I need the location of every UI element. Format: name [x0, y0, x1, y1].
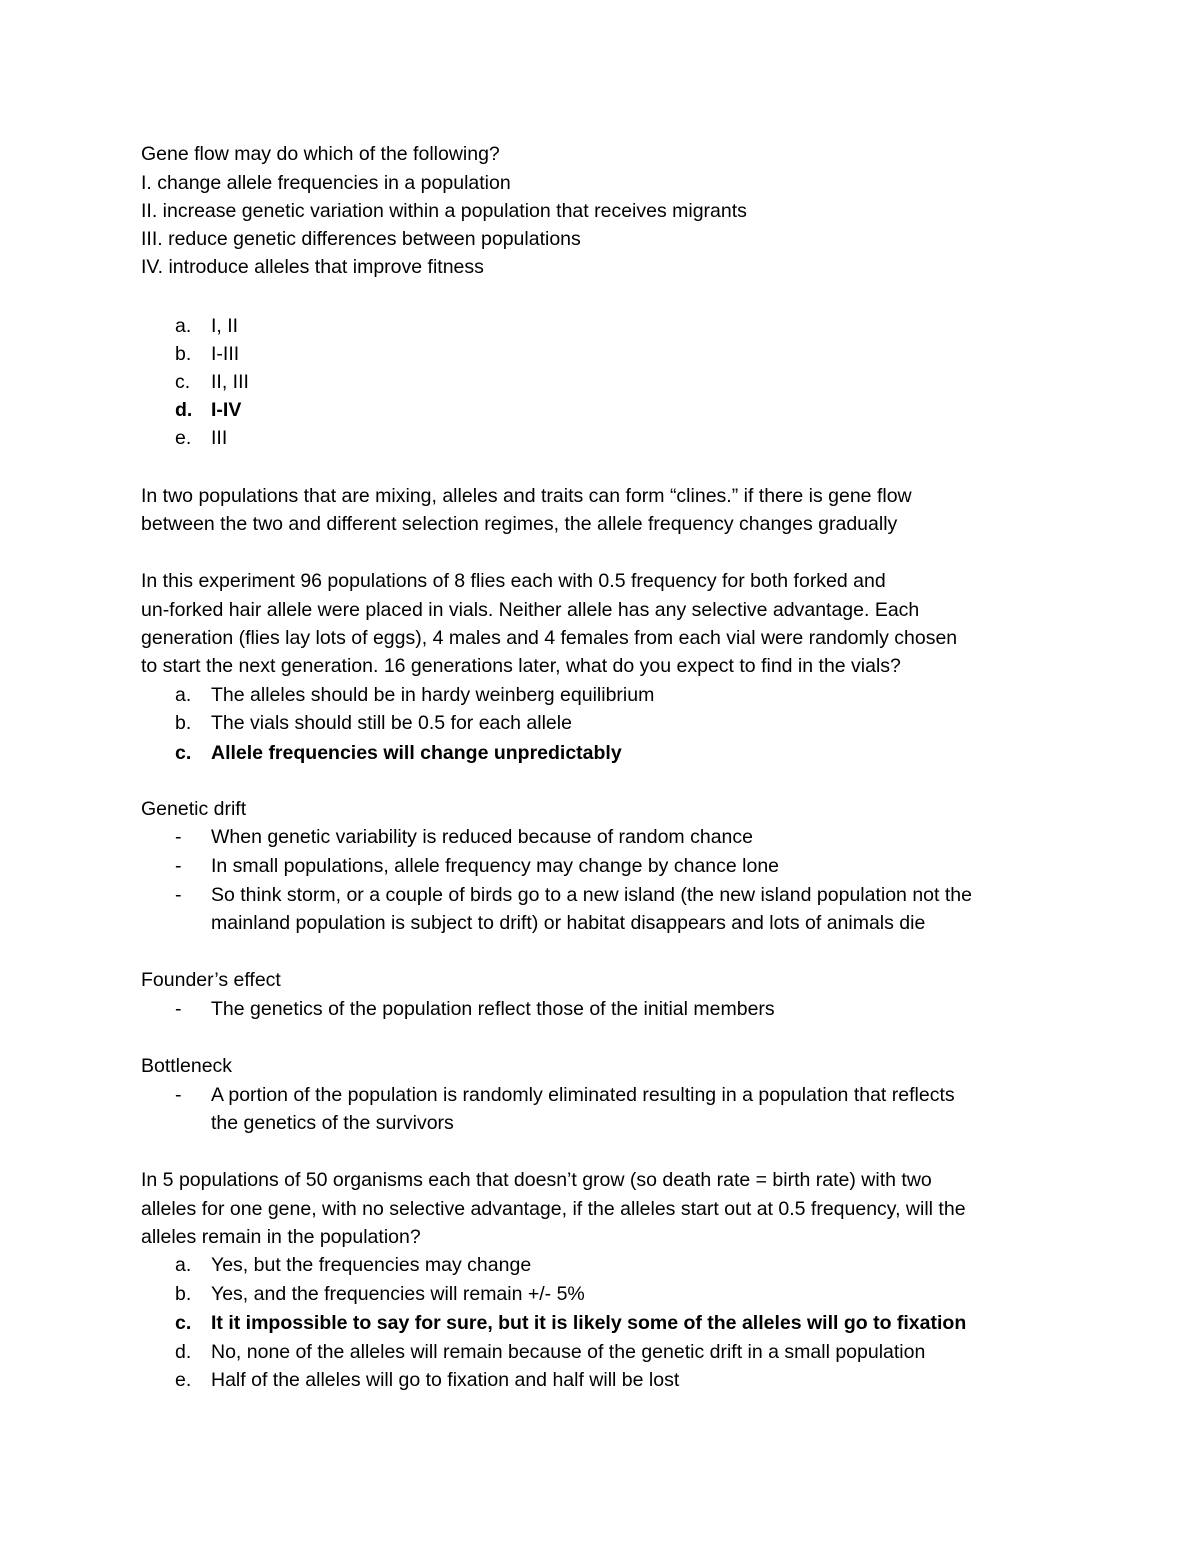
option-text: It it impossible to say for sure, but it is likely some of the alleles will go to fixation	[211, 1312, 967, 1334]
q1-statement-3: III. reduce genetic differences between populations	[141, 228, 581, 250]
option-marker: a.	[175, 315, 192, 337]
q1-option-d-answer	[175, 396, 241, 424]
q3-option-c-answer	[175, 1309, 966, 1337]
founder-bullet-1	[175, 995, 775, 1023]
option-marker: c.	[175, 742, 192, 764]
bottleneck-heading: Bottleneck	[141, 1055, 233, 1077]
q2-line-2: un-forked hair allele were placed in vials. Neither allele has any selective advantage. Each	[141, 599, 920, 621]
q1-option-c	[175, 368, 249, 396]
option-text: Allele frequencies will change unpredictably	[211, 742, 622, 764]
option-marker: e.	[175, 1369, 192, 1391]
q2-option-c-answer	[175, 739, 622, 767]
option-text: The alleles should be in hardy weinberg equilibrium	[211, 684, 655, 706]
q2-option-b	[175, 709, 572, 737]
q3-option-d	[175, 1338, 925, 1366]
option-text: No, none of the alleles will remain because of the genetic drift in a small population	[211, 1341, 926, 1363]
bullet-marker: -	[175, 884, 182, 906]
option-marker: c.	[175, 371, 191, 393]
option-text: The vials should still be 0.5 for each allele	[211, 712, 572, 734]
q1-statement-4: IV. introduce alleles that improve fitness	[141, 256, 484, 278]
option-text: I-III	[211, 343, 240, 365]
option-text: I, II	[211, 315, 239, 337]
bullet-marker: -	[175, 1084, 182, 1106]
option-text: Yes, and the frequencies will remain +/- 5%	[211, 1283, 585, 1305]
option-text: III	[211, 427, 228, 449]
q1-option-e	[175, 424, 227, 452]
bullet-text: A portion of the population is randomly eliminated resulting in a population that reflects	[211, 1084, 955, 1106]
option-marker: d.	[175, 399, 193, 421]
option-text: II, III	[211, 371, 249, 393]
option-marker: c.	[175, 1312, 192, 1334]
option-marker: b.	[175, 712, 192, 734]
option-text: Half of the alleles will go to fixation and half will be lost	[211, 1369, 680, 1391]
q3-option-e	[175, 1366, 679, 1394]
bullet-marker: -	[175, 855, 182, 877]
q1-statement-2: II. increase genetic variation within a population that receives migrants	[141, 200, 747, 222]
drift-bullet-1	[175, 823, 753, 851]
option-marker: a.	[175, 684, 192, 706]
q1-prompt: Gene flow may do which of the following?	[141, 143, 500, 165]
bullet-marker: -	[175, 826, 182, 848]
option-marker: b.	[175, 343, 192, 365]
option-marker: b.	[175, 1283, 192, 1305]
q3-line-3: alleles remain in the population?	[141, 1226, 421, 1248]
drift-bullet-2	[175, 852, 779, 880]
option-marker: e.	[175, 427, 192, 449]
q3-line-1: In 5 populations of 50 organisms each that doesn’t grow (so death rate = birth rate) with two	[141, 1169, 932, 1191]
q1-statement-1: I. change allele frequencies in a population	[141, 172, 511, 194]
bottleneck-bullet-1-cont: the genetics of the survivors	[211, 1112, 454, 1134]
drift-heading: Genetic drift	[141, 798, 247, 820]
q2-line-4: to start the next generation. 16 generations later, what do you expect to find in the vials?	[141, 655, 901, 677]
drift-bullet-3-cont: mainland population is subject to drift) or habitat disappears and lots of animals die	[211, 912, 926, 934]
bullet-text: So think storm, or a couple of birds go to a new island (the new island population not the	[211, 884, 972, 906]
bullet-text: The genetics of the population reflect those of the initial members	[211, 998, 775, 1020]
q2-line-3: generation (flies lay lots of eggs), 4 males and 4 females from each vial were randomly chosen	[141, 627, 958, 649]
bullet-marker: -	[175, 998, 182, 1020]
drift-bullet-3	[175, 881, 972, 909]
q2-line-1: In this experiment 96 populations of 8 flies each with 0.5 frequency for both forked and	[141, 570, 886, 592]
bullet-text: When genetic variability is reduced because of random chance	[211, 826, 753, 848]
option-text: Yes, but the frequencies may change	[211, 1254, 532, 1276]
option-text: I-IV	[211, 399, 242, 421]
option-marker: a.	[175, 1254, 192, 1276]
q3-line-2: alleles for one gene, with no selective advantage, if the alleles start out at 0.5 frequency, will the	[141, 1198, 966, 1220]
q1-option-a	[175, 312, 238, 340]
founder-heading: Founder’s effect	[141, 969, 281, 991]
q1-option-b	[175, 340, 239, 368]
bottleneck-bullet-1	[175, 1081, 955, 1109]
clines-line-1: In two populations that are mixing, alleles and traits can form “clines.” if there is gene flow	[141, 485, 912, 507]
q3-option-b	[175, 1280, 585, 1308]
clines-line-2: between the two and different selection regimes, the allele frequency changes gradually	[141, 513, 898, 535]
q3-option-a	[175, 1251, 531, 1279]
bullet-text: In small populations, allele frequency may change by chance lone	[211, 855, 780, 877]
option-marker: d.	[175, 1341, 192, 1363]
q2-option-a	[175, 681, 654, 709]
